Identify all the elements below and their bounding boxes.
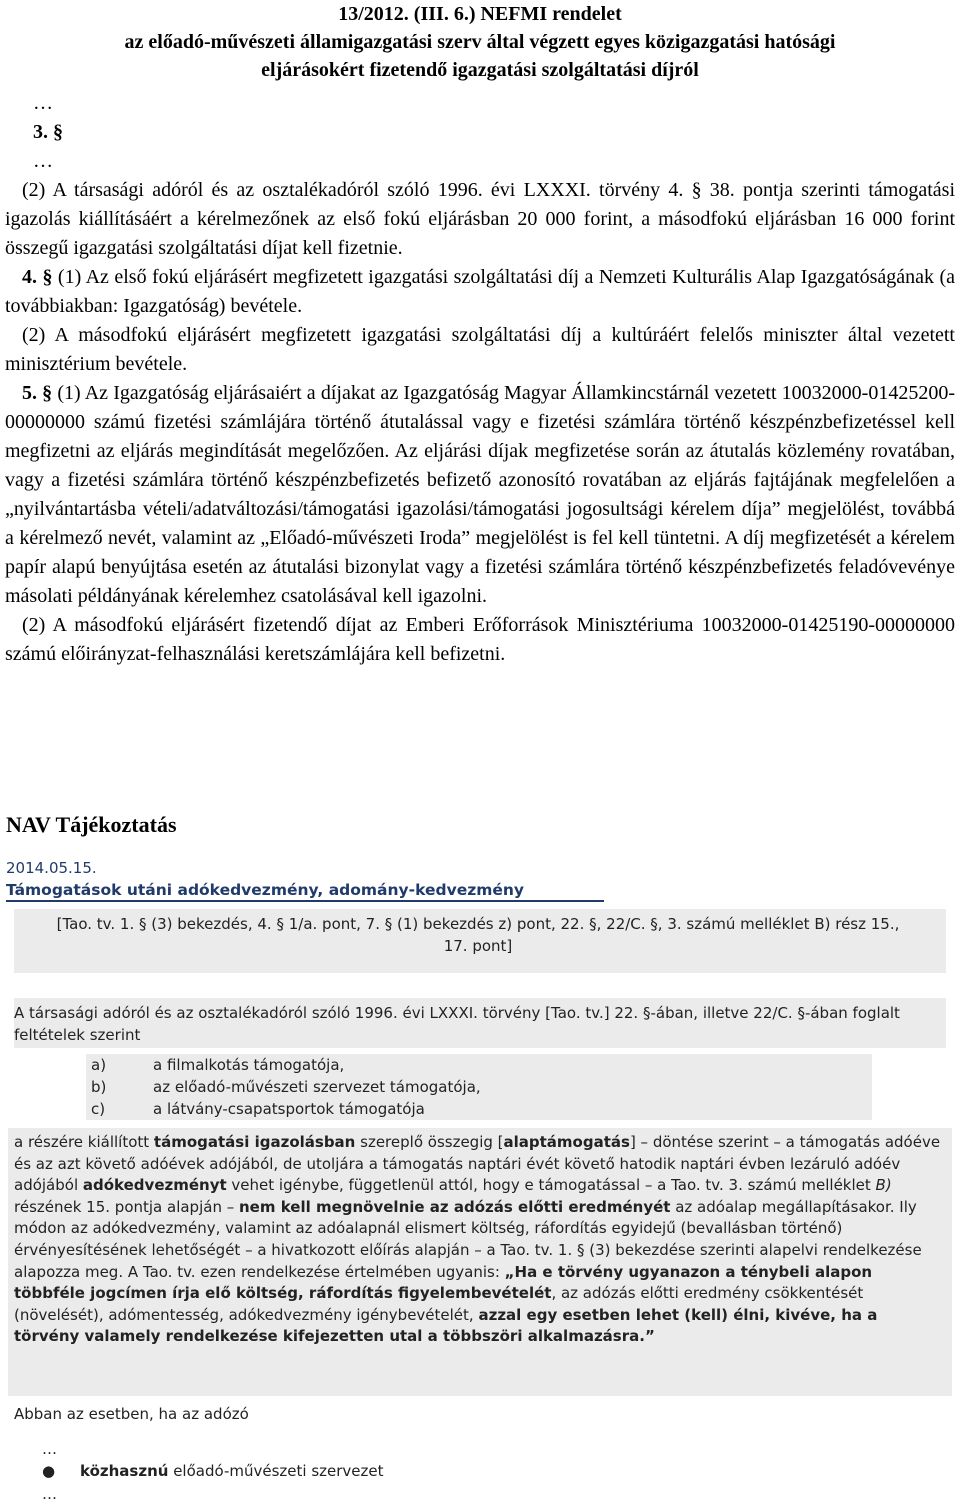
article-title: Támogatások utáni adókedvezmény, adomány-kedvezmény bbox=[6, 881, 604, 902]
text-run: vehet igénybe, függetlenül attól, hogy e támogatással – a Tao. tv. 3. számú melléklet bbox=[226, 1176, 876, 1195]
italic-run: B) bbox=[875, 1176, 892, 1195]
list-text: az előadó-művészeti szervezet támogatója, bbox=[153, 1078, 481, 1096]
ellipsis: … bbox=[42, 1440, 57, 1458]
list-text: a filmalkotás támogatója, bbox=[153, 1056, 345, 1074]
bold-run: alaptámogatás bbox=[503, 1133, 630, 1151]
ellipsis: … bbox=[33, 92, 53, 114]
text-run: az adóalap megállapításakor. Ily módon az adókedvezmény, valamint az adóalapnál elismert költség, ráfordítás egyidejű (bevallásban történő) érvényesítésének lehetőségét – a hivatkozott előírás alapján – a Tao. tv. 1. § (3) bekezdése szerinti alapelvi rendelkezése alapozza meg. A Tao. tv. ezen rendelkezése értelmében ugyanis: bbox=[14, 1197, 922, 1281]
text-run: a részére kiállított bbox=[14, 1133, 154, 1151]
document-header bbox=[0, 0, 960, 84]
bold-run: „Ha e törvény ugyanazon a ténybeli alapon többféle jogcímen írja elő költség, ráfordítás figyelembevételét bbox=[14, 1262, 873, 1303]
list-text: a látvány-csapatsportok támogatója bbox=[153, 1100, 425, 1118]
list-item bbox=[86, 1098, 872, 1120]
bold-run: nem kell megnövelnie az adózás előtti eredményét bbox=[239, 1197, 671, 1216]
main-text bbox=[14, 1132, 944, 1348]
decree-subject-line2: eljárásokért fizetendő igazgatási szolgáltatási díjról bbox=[261, 59, 699, 81]
supporter-list bbox=[86, 1054, 872, 1120]
bold-run: adókedvezményt bbox=[82, 1176, 227, 1195]
section-4-paragraph-1 bbox=[5, 263, 955, 321]
list-letter: c) bbox=[91, 1100, 106, 1118]
section-5-paragraph-1 bbox=[5, 379, 955, 611]
condition-text: Abban az esetben, ha az adózó bbox=[14, 1405, 249, 1423]
list-item bbox=[86, 1054, 872, 1076]
section-4-p1-text: (1) Az első fokú eljárásért megfizetett igazgatási szolgáltatási díj a Nemzeti Kulturális Alap Igazgatóságának (a továbbiakban: Igazgatóság) bevétele. bbox=[5, 266, 955, 317]
decree-title: 13/2012. (III. 6.) NEFMI rendelet bbox=[338, 3, 622, 25]
section-3-paragraph-2: (2) A társasági adóról és az osztalékadóról szóló 1996. évi LXXXI. törvény 4. § 38. pontja szerinti támogatási igazolás kiállításáért a kérelmezőnek az első fokú eljárásban 20 000 forint, a másodfokú eljárásban 16 000 forint összegű igazgatási szolgáltatási díjat kell fizetnie. bbox=[5, 179, 955, 259]
legal-reference: [Tao. tv. 1. § (3) bekezdés, 4. § 1/a. pont, 7. § (1) bekezdés z) pont, 22. §, 22/C. §, 3. számú melléklet B) rész 15., 17. pont] bbox=[56, 915, 900, 955]
section-3-heading: 3. § bbox=[33, 121, 63, 143]
section-5-number: 5. § bbox=[22, 382, 53, 404]
list-item bbox=[86, 1076, 872, 1098]
publication-date: 2014.05.15. bbox=[6, 859, 97, 877]
list-letter: a) bbox=[91, 1056, 107, 1074]
bold-run: azzal egy esetben lehet (kell) élni, kivéve, ha a törvény valamely rendelkezése kifejezetten utal a többszöri alkalmazásra.” bbox=[14, 1305, 878, 1346]
bullet-bold: közhasznú bbox=[80, 1462, 169, 1480]
text-run: szereplő összegig [ bbox=[355, 1133, 504, 1151]
section-4-paragraph-2: (2) A másodfokú eljárásért megfizetett igazgatási szolgáltatási díj a kultúráért felelős miniszter által vezetett minisztérium bevétele. bbox=[5, 324, 955, 375]
section-5-paragraph-2: (2) A másodfokú eljárásért fizetendő díjat az Emberi Erőforrások Minisztériuma 10032000-01425190-00000000 számú előirányzat-felhasználási keretszámlájára kell befizetni. bbox=[5, 614, 955, 665]
bullet-text: előadó-művészeti szervezet bbox=[168, 1462, 384, 1480]
decree-subject-line1: az előadó-művészeti államigazgatási szerv által végzett egyes közigazgatási hatósági bbox=[124, 31, 836, 53]
text-run: , az adózás előtti eredmény csökkentését (növelését), adómentesség, adókedvezmény igénybevételét, bbox=[14, 1284, 864, 1324]
ellipsis: … bbox=[33, 150, 53, 172]
ellipsis: … bbox=[42, 1485, 57, 1503]
intro-text: A társasági adóról és az osztalékadóról szóló 1996. évi LXXXI. törvény [Tao. tv.] 22. §-ában, illetve 22/C. §-ában foglalt feltételek szerint bbox=[14, 1004, 900, 1044]
bold-run: támogatási igazolásban bbox=[153, 1133, 356, 1151]
decree-body bbox=[5, 89, 955, 669]
text-run: ] – döntése szerint – a támogatás adóéve és az azt követő adóévek adójából, de utoljára a támogatás naptári évét követő hatodik naptári évben lezáruló adóév adójából bbox=[14, 1133, 941, 1195]
bullet-icon: ● bbox=[42, 1462, 56, 1480]
list-letter: b) bbox=[91, 1078, 107, 1096]
bullet-item bbox=[42, 1461, 384, 1483]
section-5-p1-text: (1) Az Igazgatóság eljárásaiért a díjakat az Igazgatóság Magyar Államkincstárnál vezetett 10032000-01425200-00000000 számú fizetési számlájára történő átutalással vagy e fizetési számlára történő készpénzbefizetéssel kell megfizetni az eljárás megindítását megelőzően. Az eljárási díjak megfizetése során az átutalás közlemény rovatában, vagy a fizetési számlára történő készpénzbefizetés befizető azonosító rovatában az eljárás fajtájának megfelelően a „nyilvántartásba vételi/adatváltozási/támogatási igazolási/támogatási jogosultsági kérelem díja” megjelölést, továbbá a kérelmező nevét, valamint az „Előadó-művészeti Iroda” megjelölést is fel kell tüntetni. A díj megfizetését a kérelem papír alapú benyújtása esetén az átutalási bizonylat vagy a fizetési számlára történő készpénzbefizetés feladóvevénye másolati példányának kérelemhez csatolásával kell igazolni. bbox=[5, 382, 955, 607]
section-4-number: 4. § bbox=[22, 266, 53, 288]
text-run: részének 15. pontja alapján – bbox=[14, 1197, 239, 1216]
nav-section-title: NAV Tájékoztatás bbox=[6, 812, 177, 837]
